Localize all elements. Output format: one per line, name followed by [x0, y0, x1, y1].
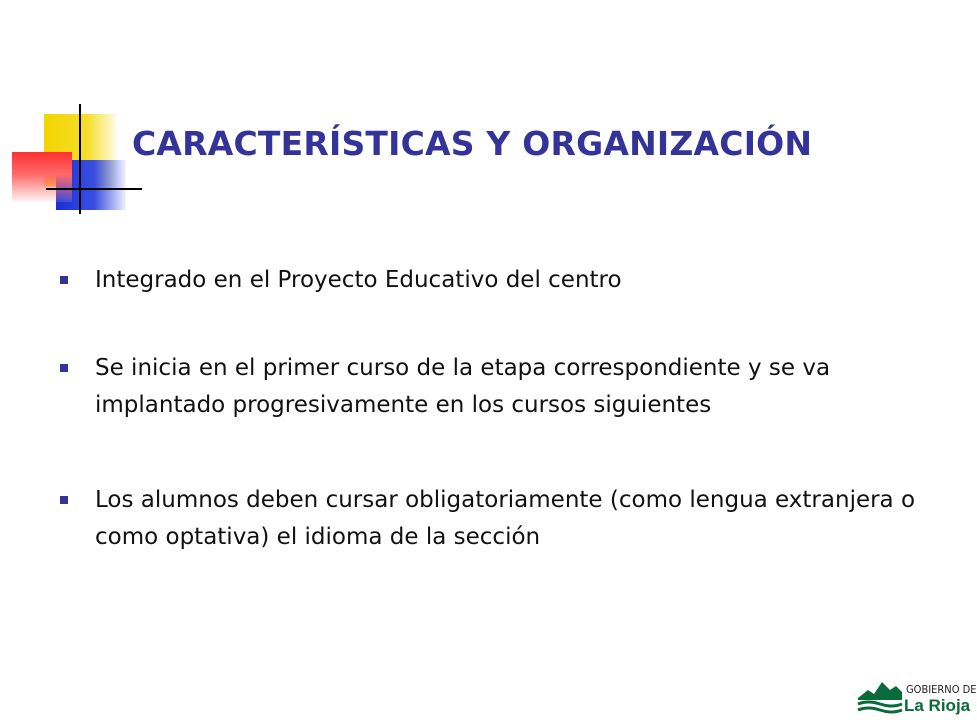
decorative-squares: [0, 0, 160, 240]
logo-line1: GOBIERNO DE: [906, 683, 977, 696]
gobierno-la-rioja-logo: [856, 672, 977, 720]
square-bullet-icon: [60, 496, 68, 504]
horizontal-line-decoration: [46, 188, 142, 190]
square-bullet-icon: [60, 276, 68, 284]
bullet-text: Se inicia en el primer curso de la etapa correspondiente y se va implantado progresivamente en los cursos siguientes: [95, 355, 831, 418]
red-square-decoration: [12, 152, 72, 202]
bullet-text: Los alumnos deben cursar obligatoriamente (como lengua extranjera o como optativa) el idioma de la sección: [95, 487, 916, 550]
mountains-river-icon: [856, 676, 904, 716]
square-bullet-icon: [60, 364, 68, 372]
vertical-line-decoration: [79, 104, 81, 214]
slide-title: CARACTERÍSTICAS Y ORGANIZACIÓN: [132, 124, 813, 163]
bullet-text: Integrado en el Proyecto Educativo del centro: [95, 267, 622, 293]
logo-line2: La Rioja: [904, 696, 971, 715]
